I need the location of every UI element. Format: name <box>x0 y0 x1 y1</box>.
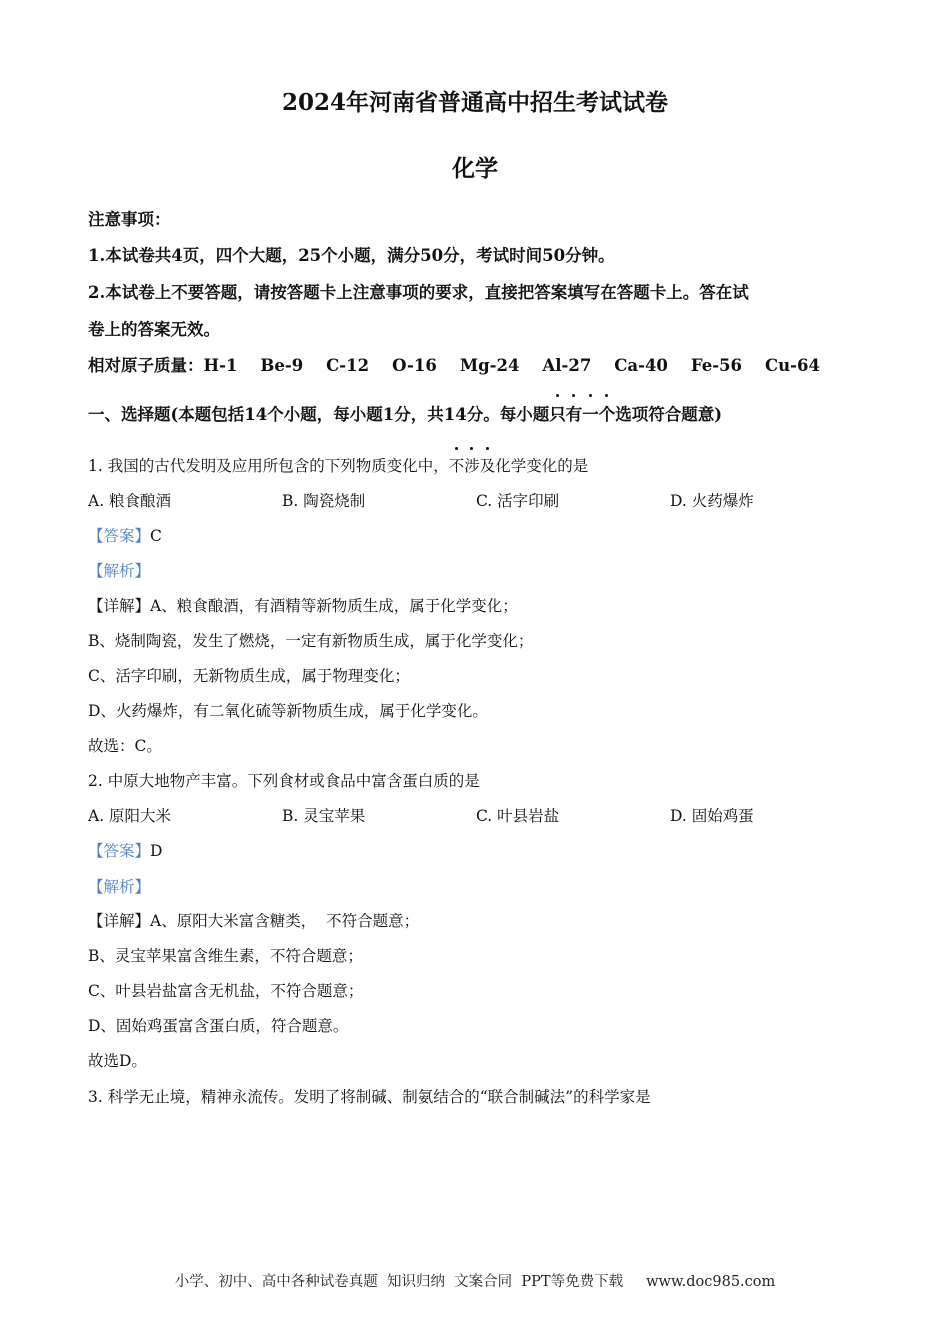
notes-heading: 注意事项： <box>88 210 171 229</box>
question-1-post: 化学变化的是 <box>495 457 589 475</box>
q1-option-c: C. 活字印刷 <box>476 492 560 510</box>
q2-conclusion: 故选D。 <box>88 1052 147 1070</box>
section-1-post: 选项符合题意) <box>615 405 723 424</box>
detail-text: A、粮食酿酒，有酒精等新物质生成，属于化学变化； <box>150 597 518 615</box>
emphasis-char: 有 <box>566 401 583 425</box>
q1-detail-line: C、活字印刷，无新物质生成，属于物理变化； <box>88 667 410 685</box>
q2-detail-line: D、固始鸡蛋富含蛋白质，符合题意。 <box>88 1017 349 1035</box>
section-1-heading <box>88 401 722 425</box>
q1-detail-line: B、烧制陶瓷，发生了燃烧，一定有新物质生成，属于化学变化； <box>88 632 534 650</box>
q2-option-a: A. 原阳大米 <box>88 807 172 825</box>
q1-answer <box>88 524 162 546</box>
q1-analysis-tag: 【解析】 <box>88 562 151 580</box>
answer-tag: 【答案】 <box>88 842 151 860</box>
detail-text: A、原阳大米富含糖类， 不符合题意； <box>150 912 420 930</box>
q1-option-a: A. 粮食酿酒 <box>88 492 172 510</box>
q1-option-b: B. 陶瓷烧制 <box>282 492 366 510</box>
detail-tag: 【详解】 <box>88 597 151 615</box>
q1-detail-line: D、火药爆炸，有二氧化硫等新物质生成，属于化学变化。 <box>88 702 488 720</box>
notes-line-2b: 卷上的答案无效。 <box>88 320 220 339</box>
notes-line-1: 1.本试卷共4页，四个大题，25个小题，满分50分，考试时间50分钟。 <box>88 246 615 265</box>
q1-detail-line <box>88 594 518 616</box>
question-3-stem: 3. 科学无止境，精神永流传。发明了将制碱、制氨结合的“联合制碱法”的科学家是 <box>88 1088 651 1106</box>
question-2-stem: 2. 中原大地物产丰富。下列食材或食品中富含蛋白质的是 <box>88 772 480 790</box>
q2-detail-line <box>88 909 419 931</box>
emphasis-char: 个 <box>599 401 616 425</box>
subject-title: 化学 <box>452 155 498 182</box>
q2-option-b: B. 灵宝苹果 <box>282 807 366 825</box>
q2-detail-line: C、叶县岩盐富含无机盐，不符合题意； <box>88 982 364 1000</box>
q2-option-d: D. 固始鸡蛋 <box>670 807 754 825</box>
notes-line-2a: 2.本试卷上不要答题，请按答题卡上注意事项的要求，直接把答案填写在答题卡上。答在试 <box>88 283 749 302</box>
exam-title: 2024年河南省普通高中招生考试试卷 <box>281 89 668 116</box>
answer-value: C <box>150 527 162 545</box>
emphasis-char: 不 <box>449 454 465 476</box>
detail-tag: 【详解】 <box>88 912 151 930</box>
question-1-pre: 1. 我国的古代发明及应用所包含的下列物质变化中， <box>88 457 449 475</box>
section-1-pre: 一、选择题(本题包括14个小题，每小题1分，共14分。每小题 <box>88 405 550 424</box>
answer-tag: 【答案】 <box>88 527 151 545</box>
q2-answer <box>88 839 162 861</box>
emphasis-char: 一 <box>582 401 599 425</box>
emphasis-char: 及 <box>480 454 496 476</box>
q2-detail-line: B、灵宝苹果富含维生素，不符合题意； <box>88 947 363 965</box>
q2-option-c: C. 叶县岩盐 <box>476 807 560 825</box>
atomic-masses: 相对原子质量：H-1 Be-9 C-12 O-16 Mg-24 Al-27 Ca-40 Fe-56 Cu-64 <box>88 356 820 375</box>
answer-value: D <box>150 842 163 860</box>
emphasis-char: 只 <box>549 401 566 425</box>
q1-conclusion: 故选：C。 <box>88 737 162 755</box>
page-footer: 小学、初中、高中各种试卷真题 知识归纳 文案合同 PPT等免费下载 www.doc985.com <box>174 1274 776 1290</box>
q2-analysis-tag: 【解析】 <box>88 878 151 896</box>
emphasis-char: 涉 <box>464 454 480 476</box>
q1-option-d: D. 火药爆炸 <box>670 492 754 510</box>
question-1-stem <box>88 454 588 476</box>
